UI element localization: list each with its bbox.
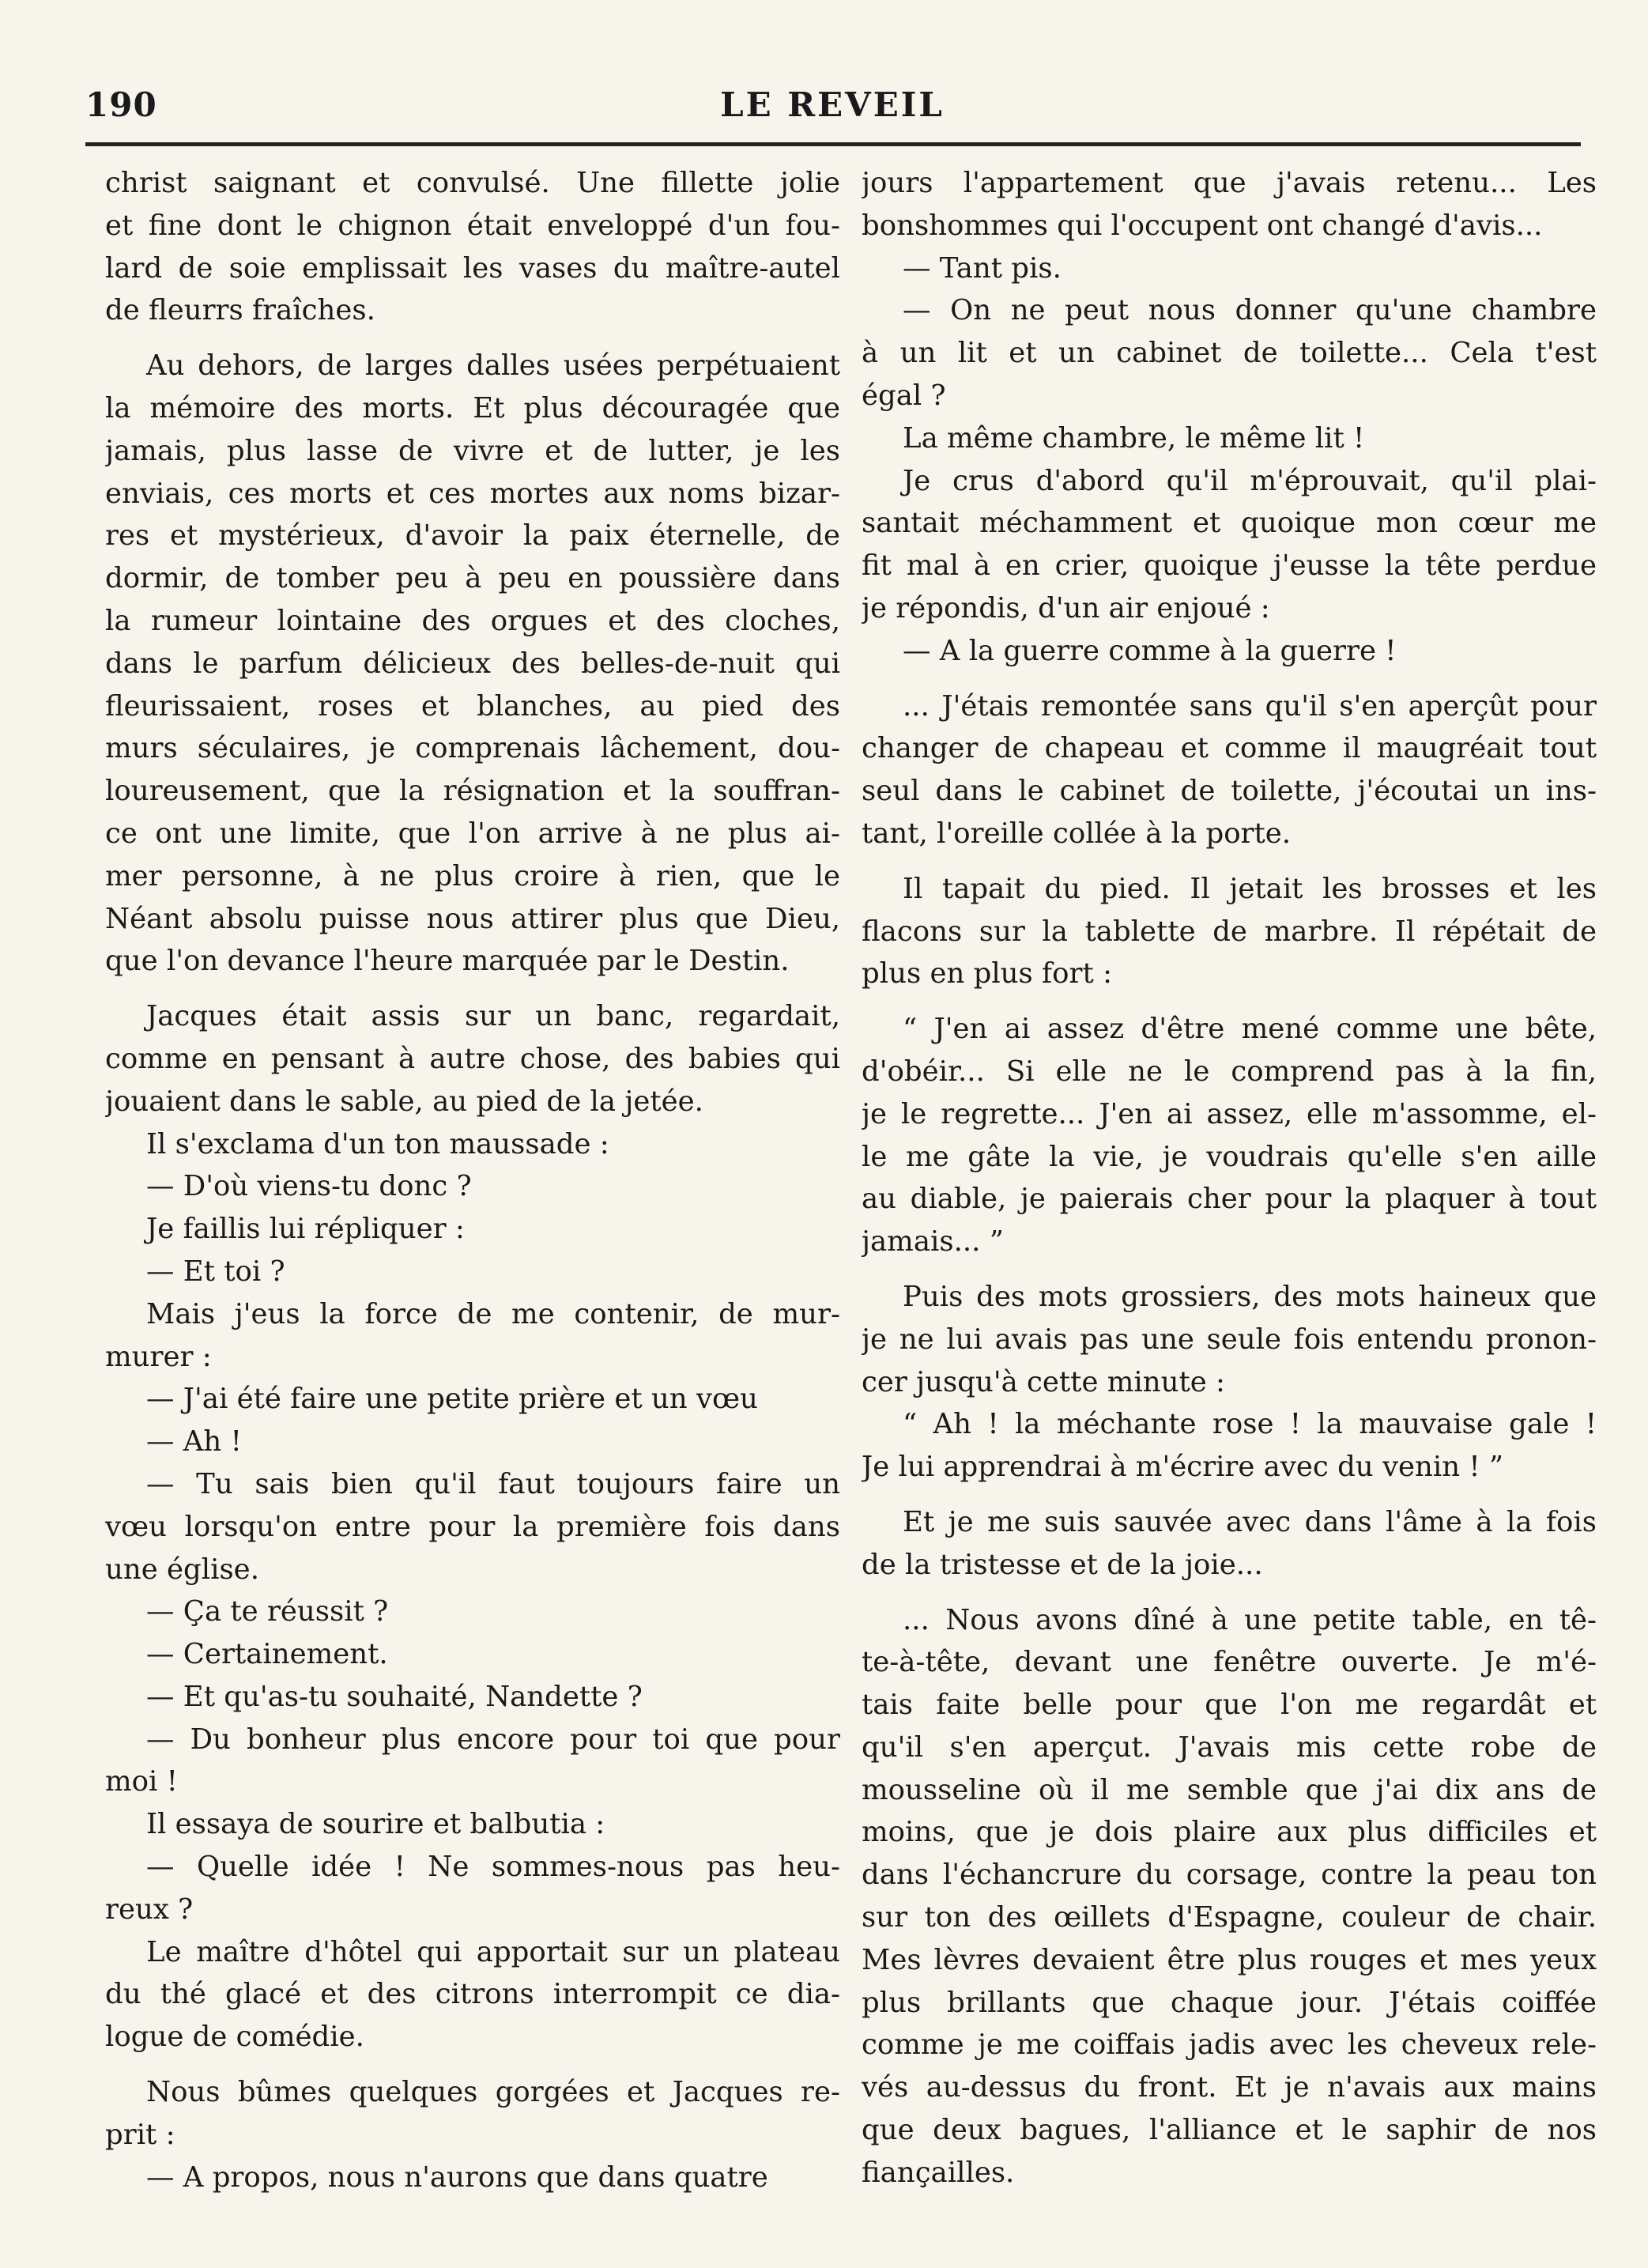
paragraph-gap (862, 673, 1597, 685)
paragraph (105, 1165, 840, 1208)
paragraph (862, 630, 1597, 673)
paragraph-gap (862, 1263, 1597, 1276)
paragraph-gap (105, 983, 840, 995)
text-line: — On ne peut nous donner qu'une chambre (903, 294, 1597, 327)
paragraph (862, 417, 1597, 460)
running-title: LE REVEIL (720, 85, 945, 124)
text-line: reux ? (105, 1893, 194, 1926)
text-line: au diable, je paierais cher pour la plaquer à tout (862, 1183, 1597, 1216)
text-line: — A propos, nous n'aurons que dans quatre (146, 2160, 768, 2194)
text-line: “ Ah ! la méchante rose ! la mauvaise gale ! (903, 1408, 1597, 1441)
paragraph (105, 1676, 840, 1719)
paragraph (105, 1208, 840, 1251)
text-line: la mémoire des morts. Et plus découragée que (105, 391, 840, 425)
text-line: seul dans le cabinet de toilette, j'écoutai un ins- (862, 775, 1597, 808)
paragraph-gap (862, 1489, 1597, 1501)
text-line: dans l'échancrure du corsage, contre la peau ton (862, 1859, 1597, 1892)
text-line: de fleurrs fraîches. (105, 294, 375, 327)
paragraph (862, 1008, 1597, 1263)
paragraph (862, 460, 1597, 630)
text-line: — A la guerre comme à la guerre ! (903, 634, 1397, 667)
text-line: murs séculaires, je comprenais lâchement, dou- (105, 732, 840, 765)
text-line: dans le parfum délicieux des belles-de-nuit qui (105, 647, 840, 680)
text-line: une église. (105, 1553, 259, 1586)
paragraph (105, 1123, 840, 1166)
text-line: Il tapait du pied. Il jetait les brosses et les (903, 872, 1597, 905)
text-line: christ saignant et convulsé. Une fillette jolie (105, 167, 840, 199)
paragraph-gap (862, 855, 1597, 868)
text-line: — Tu sais bien qu'il faut toujours faire un (146, 1467, 840, 1500)
text-line: — J'ai été faire une petite prière et un vœu (146, 1383, 758, 1416)
paragraph (105, 995, 840, 1123)
paragraph (105, 1293, 840, 1379)
text-line: vés au-dessus du front. Et je n'avais aux mains (862, 2071, 1597, 2104)
paragraph (105, 1846, 840, 1931)
paragraph (862, 247, 1597, 290)
paragraph (862, 1403, 1597, 1489)
text-line: fit mal à en crier, quoique j'eusse la tête perdue (862, 549, 1597, 583)
text-line: le me gâte la vie, je voudrais qu'elle s'en aille (862, 1140, 1597, 1173)
paragraph (105, 1803, 840, 1846)
text-line: “ J'en ai assez d'être mené comme une bête, (903, 1013, 1597, 1046)
page-header (85, 85, 1579, 133)
text-line: — Quelle idée ! Ne sommes-nous pas heu- (146, 1851, 840, 1884)
text-line: flacons sur la tablette de marbre. Il répétait de (862, 915, 1597, 948)
text-line: murer : (105, 1340, 212, 1373)
text-line: Néant absolu puisse nous attirer plus que Dieu, (105, 902, 840, 935)
paragraph (105, 2071, 840, 2157)
text-line: du thé glacé et des citrons interrompit ce dia- (105, 1978, 840, 2011)
text-line: je ne lui avais pas une seule fois entendu pronon- (862, 1323, 1597, 1356)
paragraph (862, 1599, 1597, 2194)
right-column (862, 162, 1597, 2194)
paragraph-gap (105, 2059, 840, 2071)
text-line: que l'on devance l'heure marquée par le Destin. (105, 945, 790, 978)
text-line: ... J'étais remontée sans qu'il s'en aperçût pour (903, 689, 1597, 723)
header-rule (85, 142, 1581, 146)
text-line: bonshommes qui l'occupent ont changé d'avis... (862, 209, 1543, 242)
paragraph-gap (105, 332, 840, 345)
text-line: prit : (105, 2118, 175, 2151)
paragraph-gap (862, 1587, 1597, 1599)
text-line: — Du bonheur plus encore pour toi que pour (146, 1723, 840, 1756)
paragraph (862, 162, 1597, 247)
text-line: La même chambre, le même lit ! (903, 421, 1365, 455)
text-line: que deux bagues, l'alliance et le saphir de nos (862, 2114, 1597, 2147)
text-line: Puis des mots grossiers, des mots haineux que (903, 1280, 1597, 1313)
text-line: moins, que je dois plaire aux plus difficiles et (862, 1816, 1597, 1849)
text-line: Mais j'eus la force de me contenir, de mur- (146, 1297, 840, 1330)
text-line: mousseline où il me semble que j'ai dix ans de (862, 1773, 1597, 1806)
paragraph (105, 2157, 840, 2199)
text-line: — Et qu'as-tu souhaité, Nandette ? (146, 1680, 643, 1713)
text-line: sur ton des œillets d'Espagne, couleur de chair. (862, 1901, 1597, 1934)
text-line: jouaient dans le sable, au pied de la jetée. (105, 1085, 703, 1118)
text-line: Au dehors, de larges dalles usées perpétuaient (146, 349, 840, 383)
text-line: mer personne, à ne plus croire à rien, que le (105, 859, 840, 892)
text-line: la rumeur lointaine des orgues et des cloches, (105, 604, 840, 637)
text-line: ... Nous avons dîné à une petite table, en tê- (903, 1603, 1597, 1636)
text-line: te-à-tête, devant une fenêtre ouverte. Je m'é- (862, 1646, 1597, 1679)
paragraph (862, 685, 1597, 855)
text-line: tais faite belle pour que l'on me regardât et (862, 1689, 1597, 1722)
text-line: Nous bûmes quelques gorgées et Jacques re- (146, 2076, 840, 2109)
text-line: enviais, ces morts et ces mortes aux noms bizar- (105, 477, 840, 510)
paragraph (105, 1591, 840, 1633)
text-line: je le regrette... J'en ai assez, elle m'assomme, el- (862, 1097, 1597, 1130)
text-line: Je crus d'abord qu'il m'éprouvait, qu'il plai- (903, 464, 1597, 497)
text-line: dormir, de tomber peu à peu en poussière dans (105, 562, 840, 595)
text-line: qu'il s'en aperçut. J'avais mis cette robe de (862, 1730, 1597, 1764)
text-line: vœu lorsqu'on entre pour la première fois dans (105, 1510, 840, 1543)
text-line: fleurissaient, roses et blanches, au pied des (105, 689, 840, 723)
paragraph (105, 1633, 840, 1676)
text-line: — Ça te réussit ? (146, 1595, 389, 1628)
text-line: plus en plus fort : (862, 957, 1113, 991)
text-line: Il s'exclama d'un ton maussade : (146, 1127, 609, 1160)
text-line: loureusement, que la résignation et la souffran- (105, 775, 840, 808)
text-line: comme en pensant à autre chose, des babies qui (105, 1042, 840, 1075)
text-line: fiançailles. (862, 2156, 1015, 2189)
text-line: santait méchamment et quoique mon cœur me (862, 507, 1597, 540)
text-line: logue de comédie. (105, 2021, 364, 2054)
text-line: Mes lèvres devaient être plus rouges et mes yeux (862, 1943, 1597, 1976)
text-line: égal ? (862, 379, 946, 412)
text-line: — Ah ! (146, 1425, 242, 1459)
paragraph (105, 1421, 840, 1463)
text-line: à un lit et un cabinet de toilette... Cela t'est (862, 337, 1597, 370)
paragraph (105, 1719, 840, 1804)
paragraph (862, 868, 1597, 995)
text-line: Et je me suis sauvée avec dans l'âme à la fois (903, 1505, 1597, 1538)
text-line: Jacques était assis sur un banc, regardait, (146, 1000, 840, 1033)
paragraph (105, 162, 840, 332)
left-column (105, 162, 840, 2198)
paragraph (105, 1378, 840, 1421)
text-line: Il essaya de sourire et balbutia : (146, 1808, 605, 1841)
paragraph (862, 1276, 1597, 1403)
text-line: changer de chapeau et comme il maugréait tout (862, 732, 1597, 765)
text-line: — Certainement. (146, 1638, 388, 1671)
text-line: Je faillis lui répliquer : (146, 1213, 465, 1246)
text-line: moi ! (105, 1765, 178, 1798)
paragraph (105, 1463, 840, 1591)
paragraph (862, 1501, 1597, 1587)
text-line: lard de soie emplissait les vases du maître-autel (105, 251, 840, 285)
text-line: tant, l'oreille collée à la porte. (862, 817, 1292, 850)
text-line: je répondis, d'un air enjoué : (862, 591, 1270, 625)
text-line: jours l'appartement que j'avais retenu... Les (862, 167, 1597, 199)
text-line: — D'où viens-tu donc ? (146, 1170, 472, 1203)
paragraph (105, 1251, 840, 1293)
paragraph (105, 1931, 840, 2059)
text-line: plus brillants que chaque jour. J'étais coiffée (862, 1986, 1597, 2019)
text-line: ce ont une limite, que l'on arrive à ne plus ai- (105, 817, 840, 850)
paragraph-gap (862, 995, 1597, 1008)
text-line: Je lui apprendrai à m'écrire avec du venin ! ” (862, 1451, 1504, 1484)
page-number: 190 (85, 85, 157, 124)
text-line: de la tristesse et de la joie... (862, 1548, 1263, 1581)
text-line: et fine dont le chignon était enveloppé d'un fou- (105, 209, 840, 242)
paragraph (862, 289, 1597, 417)
text-line: jamais... ” (862, 1225, 1004, 1259)
text-line: comme je me coiffais jadis avec les cheveux rele- (862, 2028, 1597, 2062)
text-line: — Tant pis. (903, 251, 1062, 285)
text-line: d'obéir... Si elle ne le comprend pas à la fin, (862, 1055, 1597, 1088)
text-line: res et mystérieux, d'avoir la paix éternelle, de (105, 519, 840, 553)
text-line: Le maître d'hôtel qui apportait sur un plateau (146, 1935, 840, 1968)
paragraph (105, 345, 840, 983)
text-line: — Et toi ? (146, 1255, 285, 1288)
text-line: cer jusqu'à cette minute : (862, 1365, 1226, 1398)
text-line: jamais, plus lasse de vivre et de lutter, je les (105, 434, 840, 467)
